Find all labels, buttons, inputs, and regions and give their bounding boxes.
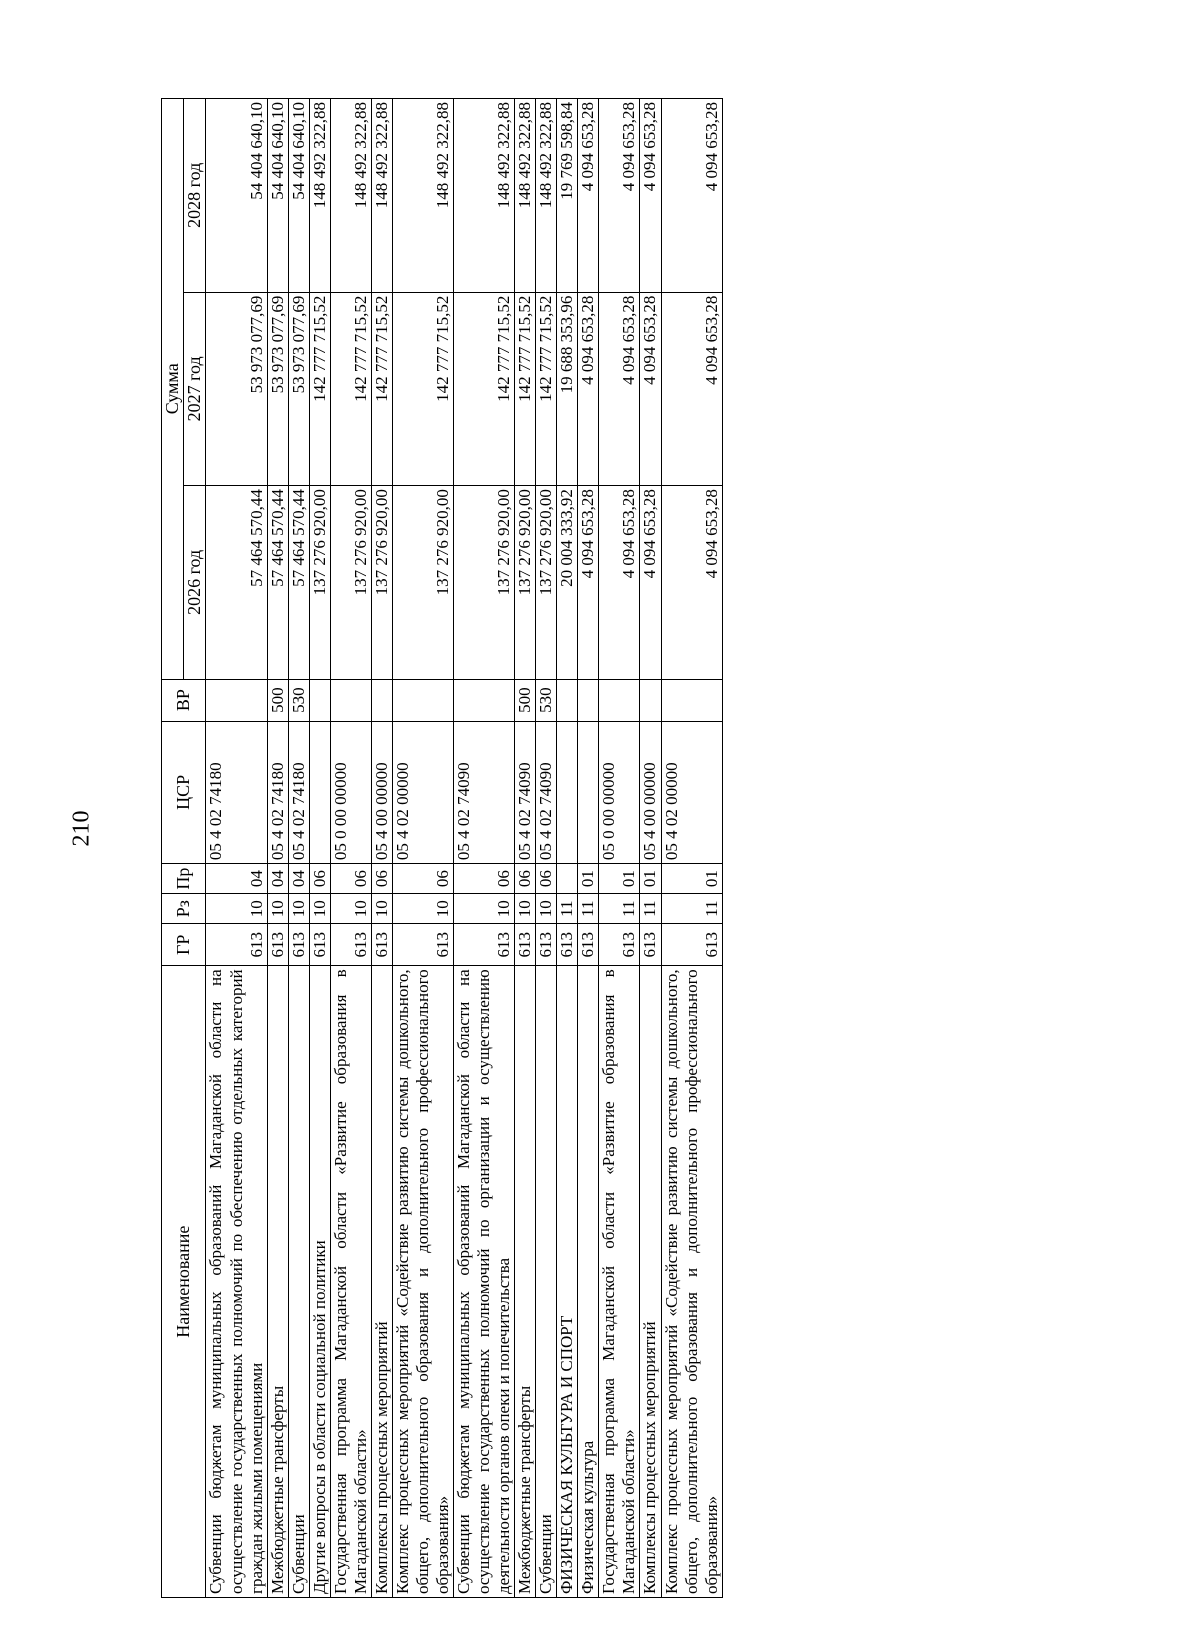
cell-2026: 57 464 570,44 bbox=[267, 486, 288, 680]
cell-rz: 10 bbox=[536, 894, 557, 924]
cell-csr: 05 4 00 00000 bbox=[371, 721, 392, 863]
cell-rz: 10 bbox=[206, 894, 267, 924]
header-rz: Рз bbox=[162, 894, 206, 924]
table-row bbox=[206, 99, 267, 1598]
header-csr: ЦСР bbox=[162, 721, 206, 863]
cell-2026: 57 464 570,44 bbox=[206, 486, 267, 680]
cell-gr: 613 bbox=[309, 924, 330, 966]
cell-2026: 137 276 920,00 bbox=[536, 486, 557, 680]
cell-2028: 148 492 322,88 bbox=[536, 99, 557, 293]
cell-pr: 04 bbox=[267, 864, 288, 894]
cell-pr: 06 bbox=[515, 864, 536, 894]
cell-rz: 10 bbox=[515, 894, 536, 924]
cell-pr: 06 bbox=[309, 864, 330, 894]
cell-name: Государственная программа Магаданской области «Развитие образования в Магаданской области» bbox=[330, 966, 371, 1598]
cell-vr bbox=[578, 679, 599, 721]
cell-csr: 05 0 00 00000 bbox=[599, 721, 640, 863]
table-body bbox=[206, 99, 722, 1598]
header-name: Наименование bbox=[162, 966, 206, 1598]
cell-gr: 613 bbox=[288, 924, 309, 966]
page-number: 210 bbox=[68, 810, 95, 847]
table-row bbox=[330, 99, 371, 1598]
cell-vr bbox=[206, 679, 267, 721]
cell-csr bbox=[557, 721, 578, 863]
cell-name: Субвенции бюджетам муниципальных образований Магаданской области на осуществление государственных полномочий по организации и осуществлению деятельности органов опеки и попечительства bbox=[454, 966, 515, 1598]
cell-gr: 613 bbox=[371, 924, 392, 966]
cell-2026: 4 094 653,28 bbox=[661, 486, 722, 680]
cell-name: Межбюджетные трансферты bbox=[267, 966, 288, 1598]
cell-2028: 54 404 640,10 bbox=[267, 99, 288, 293]
cell-rz: 11 bbox=[557, 894, 578, 924]
cell-pr: 01 bbox=[599, 864, 640, 894]
cell-2027: 4 094 653,28 bbox=[599, 292, 640, 486]
cell-gr: 613 bbox=[392, 924, 453, 966]
cell-vr bbox=[661, 679, 722, 721]
cell-name: Государственная программа Магаданской области «Развитие образования в Магаданской области» bbox=[599, 966, 640, 1598]
cell-2027: 4 094 653,28 bbox=[578, 292, 599, 486]
cell-name: Субвенции bbox=[288, 966, 309, 1598]
cell-vr: 530 bbox=[288, 679, 309, 721]
cell-vr bbox=[599, 679, 640, 721]
table-row bbox=[557, 99, 578, 1598]
cell-2028: 148 492 322,88 bbox=[309, 99, 330, 293]
cell-name: Комплексы процессных мероприятий bbox=[371, 966, 392, 1598]
cell-2027: 53 973 077,69 bbox=[206, 292, 267, 486]
cell-2027: 19 688 353,96 bbox=[557, 292, 578, 486]
cell-rz: 10 bbox=[267, 894, 288, 924]
cell-2026: 20 004 333,92 bbox=[557, 486, 578, 680]
header-gr: ГР bbox=[162, 924, 206, 966]
cell-2026: 4 094 653,28 bbox=[640, 486, 661, 680]
cell-vr bbox=[371, 679, 392, 721]
cell-rz: 10 bbox=[392, 894, 453, 924]
cell-csr: 05 4 02 74180 bbox=[206, 721, 267, 863]
cell-gr: 613 bbox=[661, 924, 722, 966]
header-2028: 2028 год bbox=[184, 99, 206, 293]
cell-gr: 613 bbox=[206, 924, 267, 966]
cell-gr: 613 bbox=[536, 924, 557, 966]
cell-2028: 54 404 640,10 bbox=[206, 99, 267, 293]
cell-2028: 19 769 598,84 bbox=[557, 99, 578, 293]
table-row bbox=[309, 99, 330, 1598]
cell-csr: 05 4 02 00000 bbox=[661, 721, 722, 863]
cell-csr: 05 4 02 74180 bbox=[288, 721, 309, 863]
cell-2027: 142 777 715,52 bbox=[515, 292, 536, 486]
cell-name: Физическая культура bbox=[578, 966, 599, 1598]
cell-2028: 54 404 640,10 bbox=[288, 99, 309, 293]
cell-gr: 613 bbox=[578, 924, 599, 966]
cell-2028: 148 492 322,88 bbox=[454, 99, 515, 293]
budget-table bbox=[161, 98, 723, 1598]
table-row bbox=[454, 99, 515, 1598]
cell-name: Межбюджетные трансферты bbox=[515, 966, 536, 1598]
cell-pr bbox=[557, 864, 578, 894]
cell-rz: 11 bbox=[640, 894, 661, 924]
cell-csr: 05 0 00 00000 bbox=[330, 721, 371, 863]
header-sum: Сумма bbox=[162, 99, 184, 680]
cell-2026: 137 276 920,00 bbox=[515, 486, 536, 680]
cell-2028: 4 094 653,28 bbox=[661, 99, 722, 293]
cell-name: Комплекс процессных мероприятий «Содействие развитию системы дошкольного, общего, дополнительного образования и дополнительного профессионального образования» bbox=[661, 966, 722, 1598]
cell-pr: 01 bbox=[578, 864, 599, 894]
cell-rz: 10 bbox=[454, 894, 515, 924]
cell-csr: 05 4 02 74180 bbox=[267, 721, 288, 863]
cell-pr: 04 bbox=[288, 864, 309, 894]
cell-rz: 10 bbox=[309, 894, 330, 924]
cell-name: Комплексы процессных мероприятий bbox=[640, 966, 661, 1598]
cell-gr: 613 bbox=[599, 924, 640, 966]
table-row bbox=[392, 99, 453, 1598]
table-row bbox=[599, 99, 640, 1598]
cell-pr: 06 bbox=[536, 864, 557, 894]
table-row bbox=[288, 99, 309, 1598]
cell-rz: 10 bbox=[288, 894, 309, 924]
cell-rz: 11 bbox=[599, 894, 640, 924]
cell-2026: 4 094 653,28 bbox=[599, 486, 640, 680]
cell-2027: 53 973 077,69 bbox=[267, 292, 288, 486]
cell-2026: 137 276 920,00 bbox=[309, 486, 330, 680]
cell-name: Комплекс процессных мероприятий «Содействие развитию системы дошкольного, общего, дополнительного образования и дополнительного профессионального образования» bbox=[392, 966, 453, 1598]
cell-rz: 10 bbox=[330, 894, 371, 924]
table-row bbox=[515, 99, 536, 1598]
cell-gr: 613 bbox=[557, 924, 578, 966]
cell-2028: 148 492 322,88 bbox=[371, 99, 392, 293]
cell-2028: 148 492 322,88 bbox=[330, 99, 371, 293]
cell-vr bbox=[330, 679, 371, 721]
header-vr: ВР bbox=[162, 679, 206, 721]
cell-2026: 137 276 920,00 bbox=[454, 486, 515, 680]
cell-vr bbox=[454, 679, 515, 721]
cell-2026: 137 276 920,00 bbox=[371, 486, 392, 680]
cell-2028: 148 492 322,88 bbox=[392, 99, 453, 293]
cell-gr: 613 bbox=[454, 924, 515, 966]
header-2027: 2027 год bbox=[184, 292, 206, 486]
cell-2026: 137 276 920,00 bbox=[392, 486, 453, 680]
cell-gr: 613 bbox=[267, 924, 288, 966]
cell-2026: 4 094 653,28 bbox=[578, 486, 599, 680]
cell-csr bbox=[309, 721, 330, 863]
cell-pr: 01 bbox=[661, 864, 722, 894]
cell-rz: 11 bbox=[661, 894, 722, 924]
cell-2026: 137 276 920,00 bbox=[330, 486, 371, 680]
cell-2027: 142 777 715,52 bbox=[536, 292, 557, 486]
cell-vr: 530 bbox=[536, 679, 557, 721]
cell-csr: 05 4 02 74090 bbox=[536, 721, 557, 863]
cell-2027: 142 777 715,52 bbox=[330, 292, 371, 486]
cell-2027: 4 094 653,28 bbox=[661, 292, 722, 486]
cell-2027: 142 777 715,52 bbox=[392, 292, 453, 486]
cell-name: Субвенции бюджетам муниципальных образований Магаданской области на осуществление государственных полномочий по обеспечению отдельных категорий граждан жилыми помещениями bbox=[206, 966, 267, 1598]
cell-2027: 4 094 653,28 bbox=[640, 292, 661, 486]
cell-2028: 148 492 322,88 bbox=[515, 99, 536, 293]
cell-csr bbox=[578, 721, 599, 863]
cell-2027: 142 777 715,52 bbox=[371, 292, 392, 486]
header-2026: 2026 год bbox=[184, 486, 206, 680]
table-row bbox=[536, 99, 557, 1598]
cell-name: Другие вопросы в области социальной политики bbox=[309, 966, 330, 1598]
cell-csr: 05 4 00 00000 bbox=[640, 721, 661, 863]
cell-vr: 500 bbox=[515, 679, 536, 721]
cell-rz: 11 bbox=[578, 894, 599, 924]
cell-vr bbox=[309, 679, 330, 721]
cell-2027: 142 777 715,52 bbox=[309, 292, 330, 486]
cell-2028: 4 094 653,28 bbox=[640, 99, 661, 293]
table-header bbox=[162, 99, 206, 1598]
cell-pr: 06 bbox=[330, 864, 371, 894]
cell-csr: 05 4 02 74090 bbox=[515, 721, 536, 863]
table-row bbox=[640, 99, 661, 1598]
rotated-table-wrapper bbox=[161, 98, 723, 1598]
cell-gr: 613 bbox=[330, 924, 371, 966]
cell-vr bbox=[640, 679, 661, 721]
cell-pr: 04 bbox=[206, 864, 267, 894]
cell-2026: 57 464 570,44 bbox=[288, 486, 309, 680]
cell-2027: 142 777 715,52 bbox=[454, 292, 515, 486]
cell-vr bbox=[392, 679, 453, 721]
header-pr: Пр bbox=[162, 864, 206, 894]
cell-vr bbox=[557, 679, 578, 721]
cell-pr: 06 bbox=[454, 864, 515, 894]
cell-csr: 05 4 02 74090 bbox=[454, 721, 515, 863]
cell-name: Субвенции bbox=[536, 966, 557, 1598]
cell-csr: 05 4 02 00000 bbox=[392, 721, 453, 863]
cell-pr: 06 bbox=[371, 864, 392, 894]
cell-pr: 06 bbox=[392, 864, 453, 894]
table-row bbox=[661, 99, 722, 1598]
cell-rz: 10 bbox=[371, 894, 392, 924]
cell-name: ФИЗИЧЕСКАЯ КУЛЬТУРА И СПОРТ bbox=[557, 966, 578, 1598]
table-row bbox=[371, 99, 392, 1598]
cell-gr: 613 bbox=[640, 924, 661, 966]
table-row bbox=[267, 99, 288, 1598]
cell-gr: 613 bbox=[515, 924, 536, 966]
cell-pr: 01 bbox=[640, 864, 661, 894]
cell-vr: 500 bbox=[267, 679, 288, 721]
cell-2028: 4 094 653,28 bbox=[578, 99, 599, 293]
table-row bbox=[578, 99, 599, 1598]
cell-2027: 53 973 077,69 bbox=[288, 292, 309, 486]
cell-2028: 4 094 653,28 bbox=[599, 99, 640, 293]
